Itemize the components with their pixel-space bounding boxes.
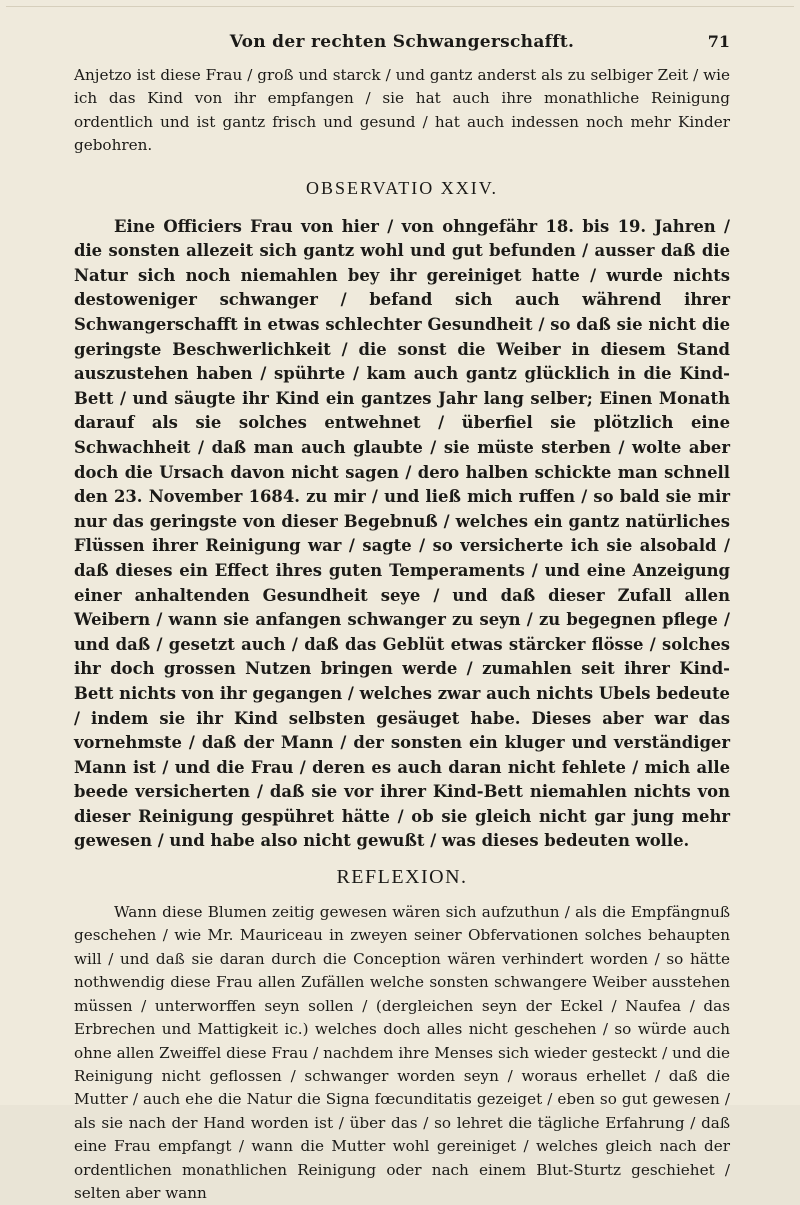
reflexion-text: Wann diese Blumen zeitig gewesen wären sich aufzuthun / als die Empfängnuß geschehen / wie Mr. Mauriceau in zweyen seiner Obfervationen solches behaupten will / und daß sie daran durch die Conception wären verhindert worden / so hätte nothwendig diese Frau allen Zufällen welche sonsten schwangere Weiber ausstehen müssen / unterworffen seyn sollen / (dergleichen seyn der Eckel / Naufea / das Erbrechen und Mattigkeit ic.) welches doch alles nicht geschehen / so würde auch ohne allen Zweiffel diese Frau / nachdem ihre Menses sich wieder gesteckt / und die Reinigung nicht geflossen / schwanger worden seyn / woraus erhellet / daß die Mutter / auch ehe die Natur die Signa fœcunditatis gezeiget / eben so gut gewesen / als sie nach der Hand worden ist / über das / so lehret die tägliche Erfahrung / daß eine Frau empfangt / wann die Mutter wohl gereiniget / welches gleich nach der ordentlichen monathlichen Reinigung oder nach einem Blut-Sturtz geschiehet / selten aber wann (74, 903, 730, 1202)
observation-heading: OBSERVATIO XXIV. (306, 177, 498, 198)
page-edge-line (6, 6, 794, 7)
running-head (74, 28, 730, 58)
observation-text: Eine Officiers Frau von hier / von ohngefähr 18. bis 19. Jahren / die sonsten allezeit sich gantz wohl und gut befunden / ausser daß die Natur sich noch niemahlen bey ihr gereiniget hatte / wurde nichts destoweniger schwanger / befand sich auch während ihrer Schwangerschafft in etwas schlechter Gesundheit / so daß sie nicht die geringste Beschwerlichkeit / die sonst die Weiber in diesem Stand auszustehen haben / spührte / kam auch gantz glücklich in die Kind-Bett / und säugte ihr Kind ein gantzes Jahr lang selber; Einen Monath darauf als sie solches entwehnet / überfiel sie plötzlich eine Schwachheit / daß man auch glaubte / sie müste sterben / wolte aber doch die Ursach davon nicht sagen / dero halben schickte man schnell den 23. November 1684. zu mir / und ließ mich ruffen / so bald sie mir nur das geringste von dieser Begebnuß / welches ein gantz natürliches Flüssen ihrer Reinigung war / sagte / so versicherte ich sie alsobald / daß dieses ein Effect ihres guten Temperaments / und eine Anzeigung einer anhaltenden Gesundheit seye / und daß dieser Zufall allen Weibern / wann sie anfangen schwanger zu seyn / zu begegnen pflege / und daß / gesetzt auch / daß das Geblüt etwas stärcker flösse / solches ihr doch grossen Nutzen bringen werde / zumahlen seit ihrer Kind-Bett nichts von ihr gegangen / welches zwar auch nichts Ubels bedeute / indem sie ihr Kind selbsten gesäuget habe. Dieses aber war das vornehmste / daß der Mann / der sonsten ein kluger und verständiger Mann ist / und die Frau / deren es auch daran nicht fehlete / mich alle beede versicherten / daß sie vor ihrer Kind-Bett niemahlen nichts von dieser Reinigung gespühret hätte / ob sie gleich nicht gar jung mehr gewesen / und habe also nicht gewußt / was dieses bedeuten wolle. (74, 216, 730, 851)
intro-paragraph: Anjetzo ist diese Frau / groß und starck / und gantz anderst als zu selbiger Zeit / wie ich das Kind von ihr empfangen / sie hat auch ihre monathliche Reinigung ordentlich und ist gantz frisch und gesund / hat auch indessen noch mehr Kinder gebohren. (74, 66, 730, 155)
page-number: 71 (707, 32, 730, 51)
reflexion-heading: REFLEXION. (336, 866, 468, 889)
running-title: Von der rechten Schwangerschafft. (229, 32, 575, 52)
